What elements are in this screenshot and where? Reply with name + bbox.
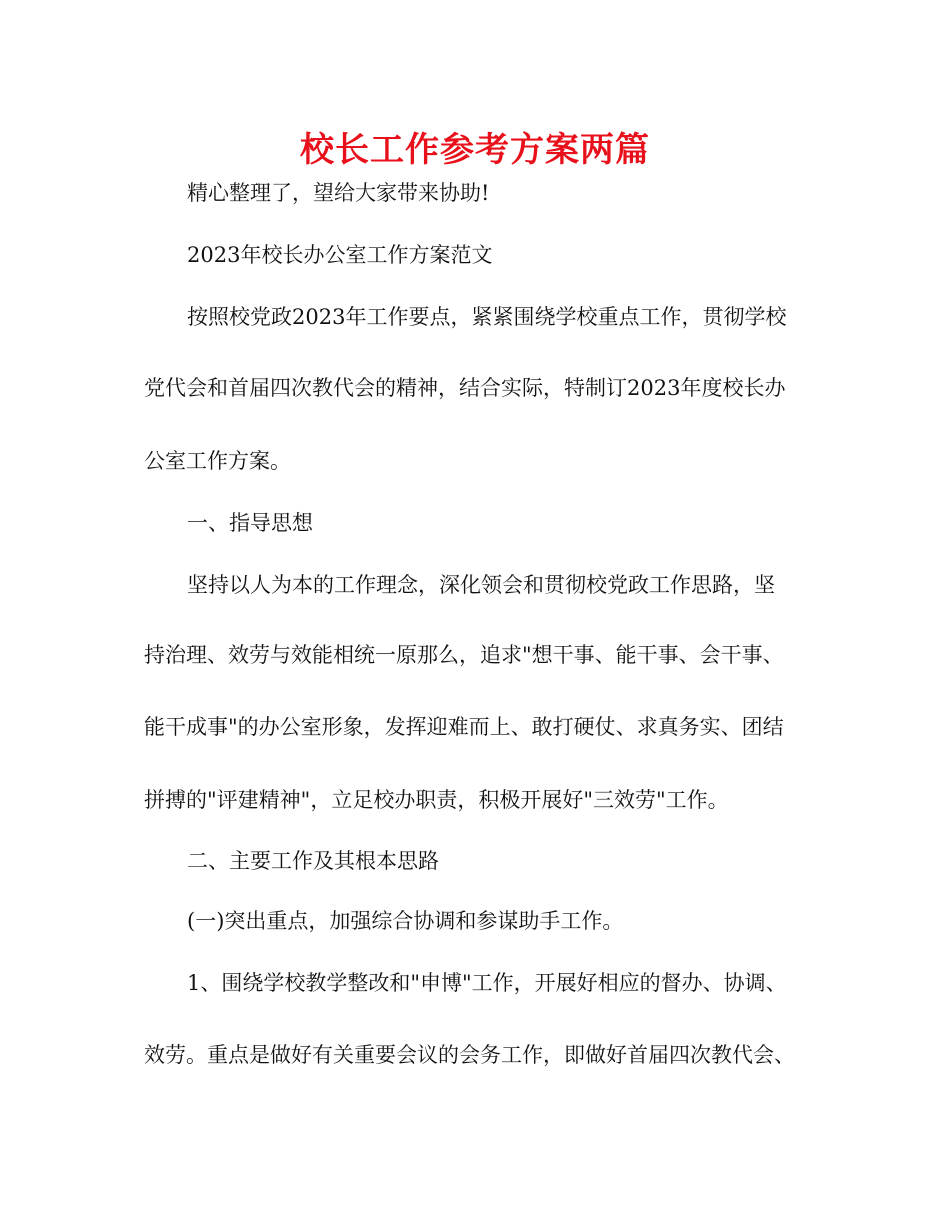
paragraph-line: 1、围绕学校教学整改和"申博"工作，开展好相应的督办、协调、	[187, 971, 787, 995]
paragraph-line: 持治理、效劳与效能相统一原那么，追求"想干事、能干事、会干事、	[144, 643, 784, 667]
paragraph-line: 坚持以人为本的工作理念，深化领会和贯彻校党政工作思路，坚	[187, 573, 775, 597]
paragraph-line: 按照校党政2023年工作要点，紧紧围绕学校重点工作，贯彻学校	[187, 305, 787, 329]
subsection-heading: (一)突出重点，加强综合协调和参谋助手工作。	[187, 909, 624, 933]
section-heading: 二、主要工作及其根本思路	[187, 849, 439, 873]
paragraph-line: 拼搏的"评建精神"，立足校办职责，积极开展好"三效劳"工作。	[144, 788, 729, 812]
section-heading: 2023年校长办公室工作方案范文	[187, 243, 493, 267]
paragraph-line: 党代会和首届四次教代会的精神，结合实际，特制订2023年度校长办	[144, 376, 786, 400]
document-title: 校长工作参考方案两篇	[300, 130, 650, 170]
paragraph-line: 公室工作方案。	[144, 449, 291, 473]
paragraph-line: 效劳。重点是做好有关重要会议的会务工作，即做好首届四次教代会、	[144, 1043, 795, 1067]
intro-line: 精心整理了，望给大家带来协助!	[187, 181, 490, 205]
paragraph-line: 能干成事"的办公室形象，发挥迎难而上、敢打硬仗、求真务实、团结	[144, 715, 784, 739]
section-heading: 一、指导思想	[187, 511, 313, 535]
